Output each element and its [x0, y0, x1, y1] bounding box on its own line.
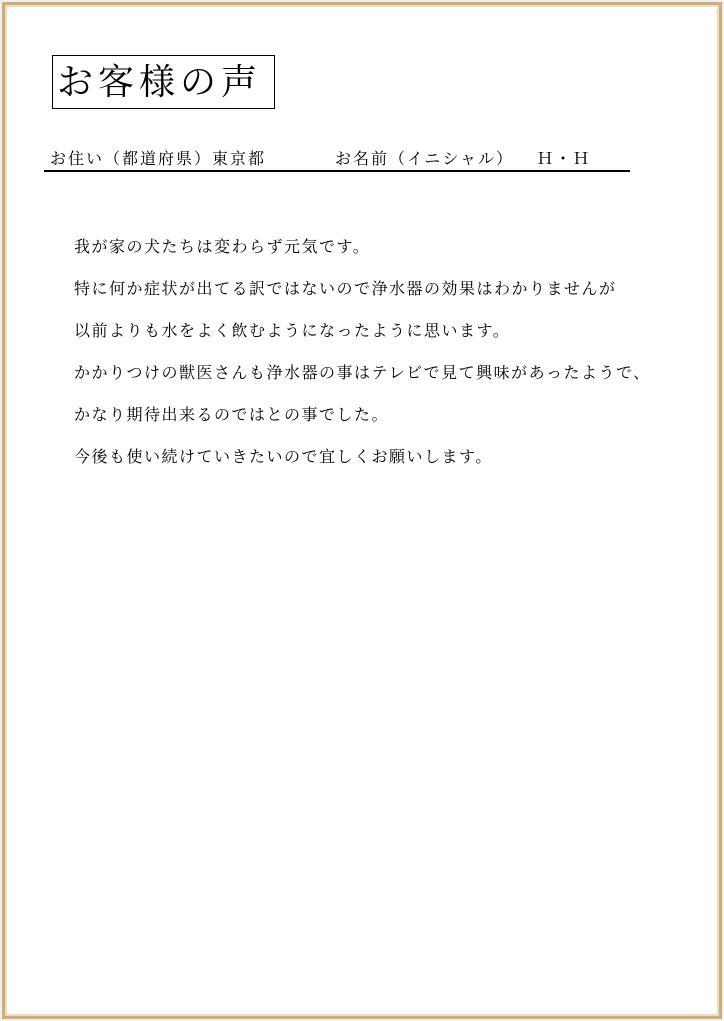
name-label: お名前（イニシャル）	[335, 149, 515, 168]
title-box	[52, 55, 275, 109]
residence-field	[50, 151, 266, 167]
residence-label: お住い（都道府県）	[50, 149, 213, 168]
testimonial-line: かなり期待出来るのではとの事でした。	[74, 405, 390, 424]
residence-value: 東京都	[212, 149, 267, 168]
name-initials-value: Ｈ・Ｈ	[537, 149, 592, 168]
page-title: お客様の声	[57, 62, 263, 103]
testimonial-line: かかりつけの獣医さんも浄水器の事はテレビで見て興味があったようで、	[74, 363, 651, 382]
info-underline-row	[44, 146, 630, 172]
testimonial-body	[74, 226, 674, 478]
testimonial-line: 我が家の犬たちは変わらず元気です。	[74, 237, 371, 256]
testimonial-line: 以前よりも水をよく飲むようになったように思います。	[74, 321, 511, 340]
testimonial-line: 今後も使い続けていきたいので宜しくお願いします。	[74, 447, 493, 466]
testimonial-line: 特に何か症状が出てる訳ではないので浄水器の効果はわかりませんが	[74, 279, 617, 298]
